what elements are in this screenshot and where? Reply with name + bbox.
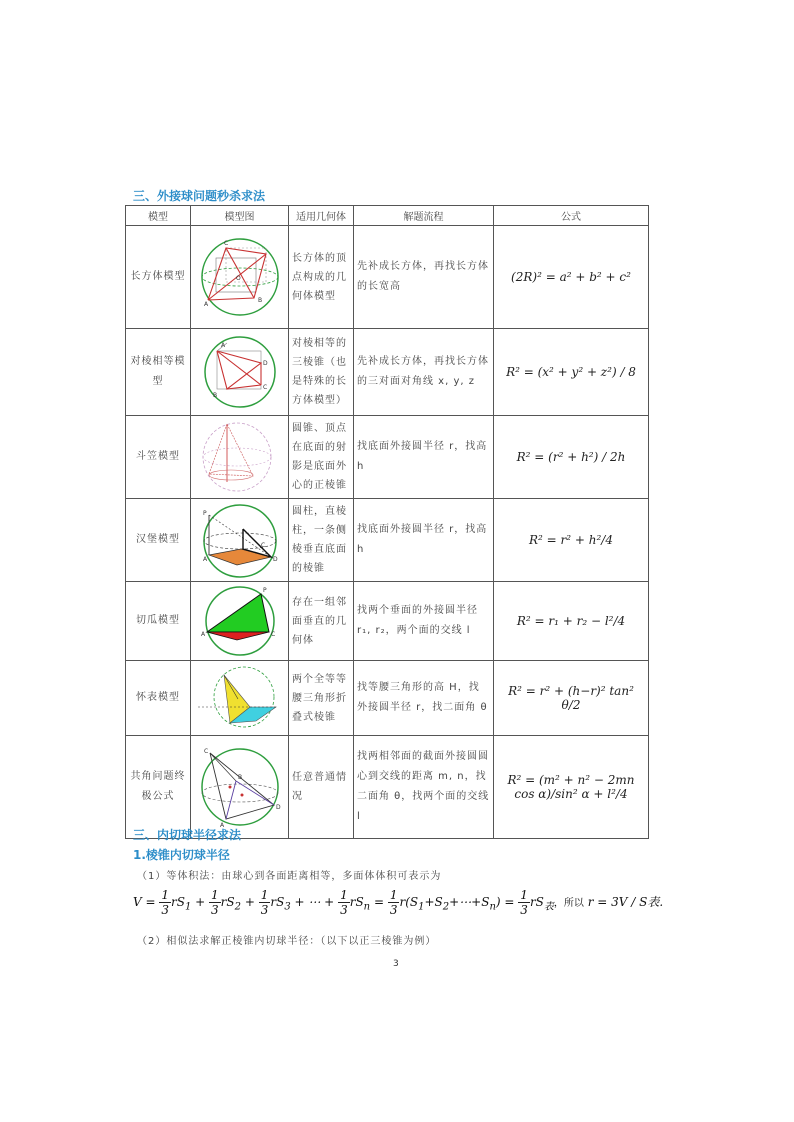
model-process: 找两个垂面的外接圆半径 r₁, r₂，两个面的交线 l — [354, 582, 494, 661]
model-geometry: 存在一组邻面垂直的几何体 — [289, 582, 354, 661]
formula-text: R² = r₁ + r₂ − l²/4 — [516, 614, 626, 628]
svg-text:P: P — [202, 510, 207, 517]
svg-text:C: C — [223, 240, 228, 247]
paragraph-equal-volume: （1）等体积法：由球心到各面距离相等，多面体体积可表示为 — [137, 871, 442, 882]
svg-text:B: B — [257, 297, 262, 304]
model-figure — [191, 661, 289, 736]
model-formula — [494, 582, 649, 661]
formula-text: (2R)² = a² + b² + c² — [511, 270, 631, 284]
svg-text:C: C — [203, 748, 208, 755]
equation-result: r = 3V / S表 — [587, 895, 660, 909]
svg-text:P: P — [262, 587, 267, 594]
equation-tail: ，所以 — [553, 898, 584, 909]
formula-text: R² = r² + (h−r)² tan² θ/2 — [508, 684, 634, 712]
model-process: 找等腰三角形的高 H，找外接圆半径 r，找二面角 θ — [354, 661, 494, 736]
page-number: 3 — [393, 959, 399, 969]
header-model: 模型 — [126, 206, 191, 226]
svg-text:A: A — [220, 342, 225, 349]
model-name: 汉堡模型 — [126, 499, 191, 582]
model-name: 怀表模型 — [126, 661, 191, 736]
model-name: 对棱相等模型 — [126, 329, 191, 416]
tetrahedron-sphere-diagram — [197, 333, 283, 411]
model-name: 共角问题终极公式 — [126, 736, 191, 839]
subsection-title: 1.棱锥内切球半径 — [133, 848, 230, 862]
model-name: 切瓜模型 — [126, 582, 191, 661]
table-row — [126, 329, 649, 416]
model-figure — [191, 329, 289, 416]
model-formula — [494, 226, 649, 329]
model-process: 找两相邻面的截面外接圆圆心到交线的距离 m, n，找二面角 θ，找两个面的交线 l — [354, 736, 494, 839]
svg-text:B: B — [237, 774, 242, 781]
table-row — [126, 416, 649, 499]
header-formula: 公式 — [494, 206, 649, 226]
common-angle-diagram — [196, 741, 284, 833]
formula-text: R² = (r² + h²) / 2h — [516, 450, 626, 464]
svg-text:D: D — [262, 360, 268, 367]
model-formula — [494, 329, 649, 416]
model-process: 先补成长方体，再找长方体的长宽高 — [354, 226, 494, 329]
model-formula — [494, 736, 649, 839]
svg-text:A: A — [219, 822, 224, 829]
svg-text:A: A — [202, 556, 207, 563]
svg-text:A: A — [200, 631, 205, 638]
model-geometry: 长方体的顶点构成的几何体模型 — [289, 226, 354, 329]
table-row — [126, 582, 649, 661]
section-title-circumscribed: 三、外接球问题秒杀求法 — [133, 189, 266, 203]
model-figure — [191, 736, 289, 839]
header-process: 解题流程 — [354, 206, 494, 226]
table-row — [126, 736, 649, 839]
svg-text:D: D — [275, 804, 281, 811]
model-geometry: 两个全等等腰三角形折叠式棱锥 — [289, 661, 354, 736]
model-geometry: 对棱相等的三棱锥（也是特殊的长方体模型） — [289, 329, 354, 416]
header-geometry: 适用几何体 — [289, 206, 354, 226]
svg-text:D: D — [272, 556, 278, 563]
svg-text:A: A — [203, 301, 208, 308]
equation-lhs: V — [133, 895, 142, 909]
model-process: 找底面外接圆半径 r，找高 h — [354, 499, 494, 582]
section-title-inscribed: 三、内切球半径求法 — [133, 828, 242, 842]
cone-sphere-diagram — [197, 418, 283, 496]
model-name: 斗笠模型 — [126, 416, 191, 499]
formula-text: R² = (m² + n² − 2mn cos α)/sin² α + l²/4 — [507, 773, 635, 801]
model-formula — [494, 661, 649, 736]
model-name: 长方体模型 — [126, 226, 191, 329]
model-figure — [191, 499, 289, 582]
model-process: 先补成长方体，再找长方体的三对面对角线 x, y, z — [354, 329, 494, 416]
prism-sphere-diagram — [197, 501, 283, 579]
header-figure: 模型图 — [191, 206, 289, 226]
svg-text:C: C — [262, 384, 267, 391]
svg-text:O: O — [235, 275, 241, 282]
paragraph-similarity: （2）相似法求解正棱锥内切球半径：（以下以正三棱锥为例） — [137, 936, 437, 947]
table-row — [126, 226, 649, 329]
model-formula — [494, 499, 649, 582]
pocket-watch-diagram — [194, 663, 286, 733]
formula-text: R² = r² + h²/4 — [529, 533, 613, 547]
table-header-row — [126, 206, 649, 226]
svg-text:C: C — [260, 542, 265, 549]
cuboid-sphere-diagram — [196, 234, 284, 320]
model-figure — [191, 226, 289, 329]
model-figure — [191, 582, 289, 661]
model-formula — [494, 416, 649, 499]
model-geometry: 任意普通情况 — [289, 736, 354, 839]
volume-equation: V = $\frac{1}{3}$ $rS_1$ + $\frac{1}{3}$ $rS_2$ + $\frac{1}{3}$ $rS_3$ + ⋯ + $\frac{1}{3}$ $rS_n$ = $\frac{1}{3}$ $r(S_1+S_2+\cdots+S_n)$ = $\frac{1}{3}$ $rS_表$，所以 r = 3V / S表. — [133, 888, 664, 917]
model-process: 找底面外接圆半径 r，找高 h — [354, 416, 494, 499]
melon-cut-diagram — [197, 584, 283, 658]
models-table — [125, 205, 649, 839]
svg-text:B: B — [212, 392, 217, 399]
formula-text: R² = (x² + y² + z²) / 8 — [506, 365, 636, 379]
model-geometry: 圆锥、顶点在底面的射影是底面外心的正棱锥 — [289, 416, 354, 499]
model-geometry: 圆柱，直棱柱，一条侧棱垂直底面的棱锥 — [289, 499, 354, 582]
table-row — [126, 661, 649, 736]
table-row — [126, 499, 649, 582]
svg-text:C: C — [270, 631, 275, 638]
model-figure — [191, 416, 289, 499]
